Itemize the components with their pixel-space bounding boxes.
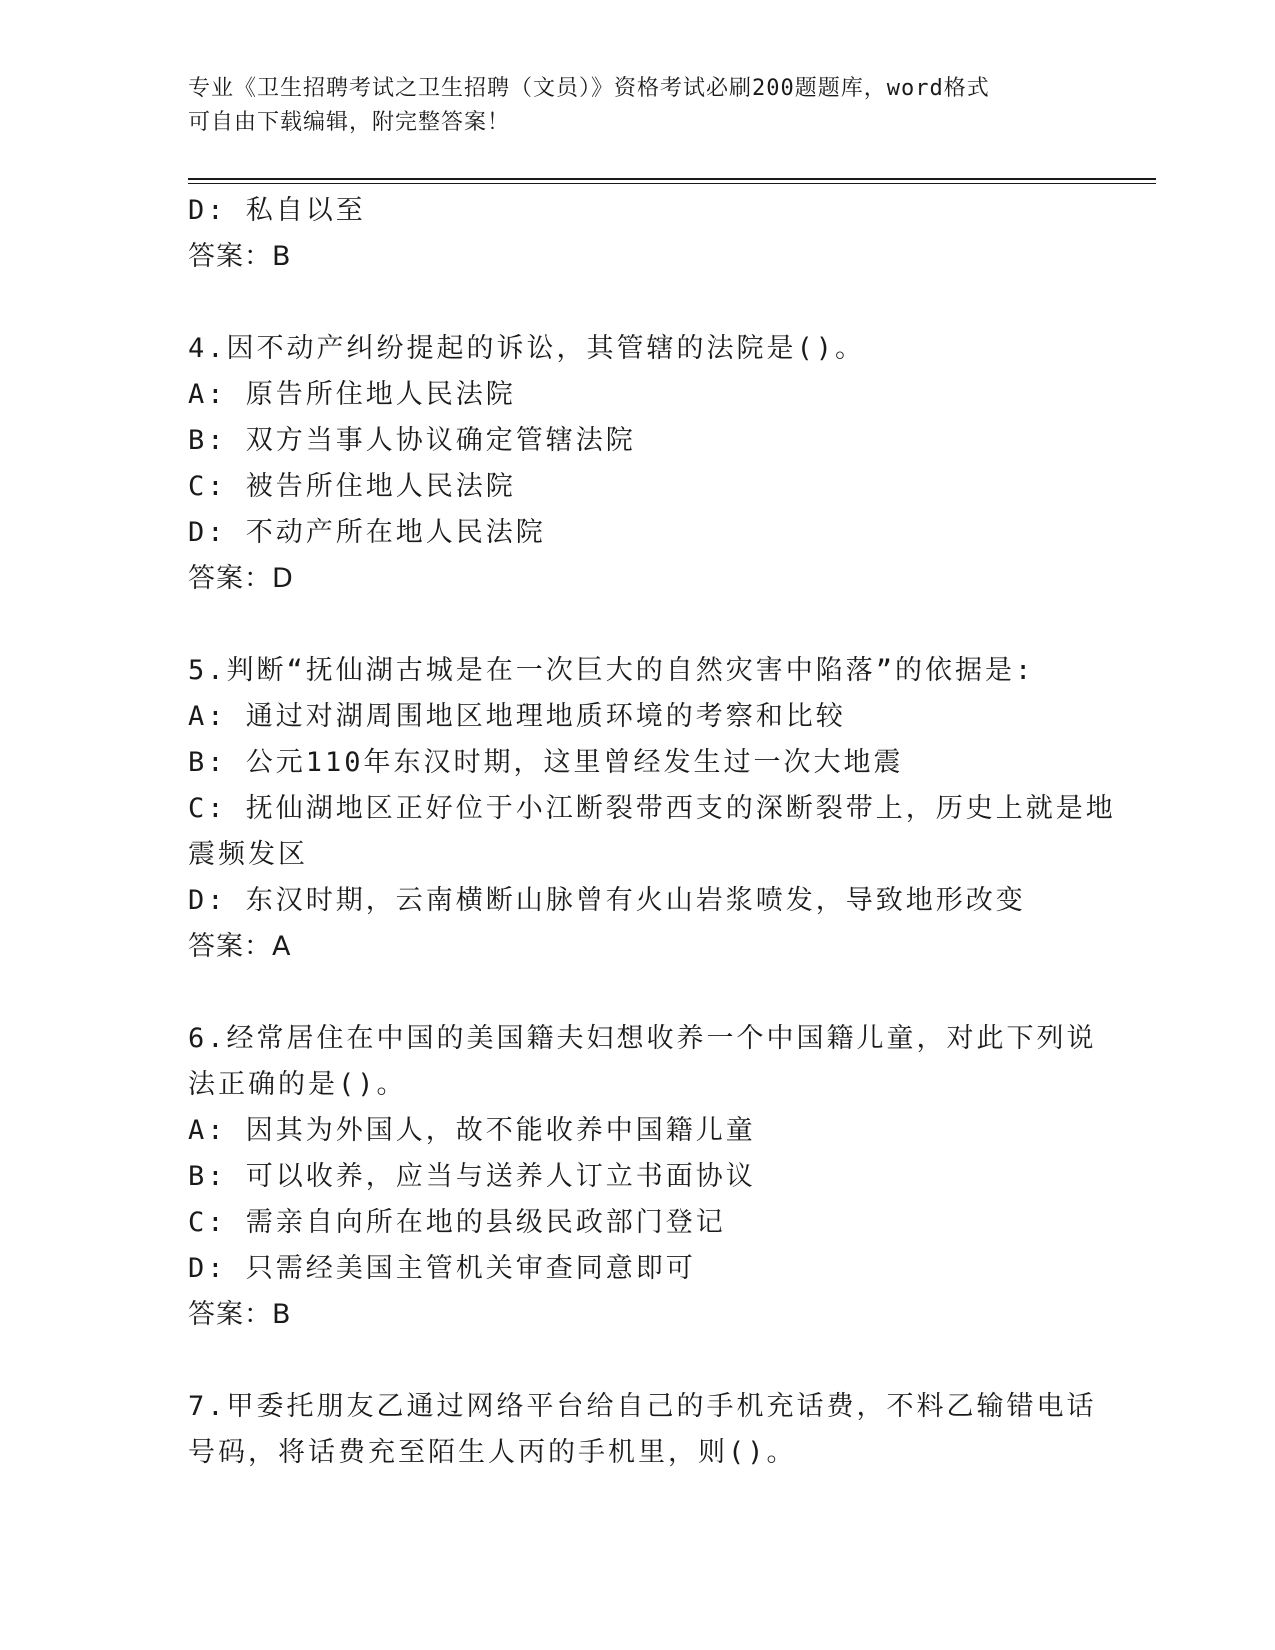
option-d: D: 不动产所在地人民法院	[188, 517, 546, 548]
header-divider-thick	[188, 178, 1156, 180]
header-line-1: 专业《卫生招聘考试之卫生招聘（文员）》资格考试必刷200题题库，word格式	[188, 76, 990, 101]
option-a: A: 因其为外国人，故不能收养中国籍儿童	[188, 1115, 756, 1146]
option-b: B: 可以收养，应当与送养人订立书面协议	[188, 1161, 756, 1192]
answer-line: 答案：B	[188, 241, 292, 272]
question-stem: 4.因不动产纠纷提起的诉讼，其管辖的法院是()。	[188, 333, 866, 364]
question-stem-line-1: 7.甲委托朋友乙通过网络平台给自己的手机充话费，不料乙输错电话	[188, 1391, 1097, 1422]
option-c-line-2: 震频发区	[188, 839, 308, 870]
question-block-7	[188, 1384, 1097, 1476]
answer-line: 答案：A	[188, 931, 292, 962]
question-list	[188, 188, 1116, 1476]
option-b: B: 双方当事人协议确定管辖法院	[188, 425, 636, 456]
option-a: A: 原告所住地人民法院	[188, 379, 516, 410]
answer-line: 答案：B	[188, 1299, 292, 1330]
option-c: C: 被告所住地人民法院	[188, 471, 516, 502]
question-block-4	[188, 326, 1088, 602]
question-stem: 5.判断“抚仙湖古城是在一次巨大的自然灾害中陷落”的依据是:	[188, 655, 1035, 686]
option-a: A: 通过对湖周围地区地理地质环境的考察和比较	[188, 701, 846, 732]
option-d: D: 东汉时期，云南横断山脉曾有火山岩浆喷发，导致地形改变	[188, 885, 1026, 916]
question-stem-line-1: 6.经常居住在中国的美国籍夫妇想收养一个中国籍儿童，对此下列说	[188, 1023, 1097, 1054]
option-d: D: 只需经美国主管机关审查同意即可	[188, 1253, 696, 1284]
option-b: B: 公元110年东汉时期，这里曾经发生过一次大地震	[188, 747, 904, 778]
document-header	[188, 72, 1068, 140]
question-block-3	[188, 188, 1088, 280]
option-d: D: 私自以至	[188, 195, 366, 226]
answer-line: 答案：D	[188, 563, 294, 594]
header-divider-thin	[188, 183, 1156, 184]
question-stem-line-2: 号码，将话费充至陌生人丙的手机里，则()。	[188, 1437, 797, 1468]
header-line-2: 可自由下载编辑，附完整答案！	[188, 110, 511, 135]
option-c-line-1: C: 抚仙湖地区正好位于小江断裂带西支的深断裂带上，历史上就是地	[188, 793, 1116, 824]
question-stem-line-2: 法正确的是()。	[188, 1069, 407, 1100]
question-block-6	[188, 1016, 1097, 1338]
option-c: C: 需亲自向所在地的县级民政部门登记	[188, 1207, 726, 1238]
question-block-5	[188, 648, 1116, 970]
